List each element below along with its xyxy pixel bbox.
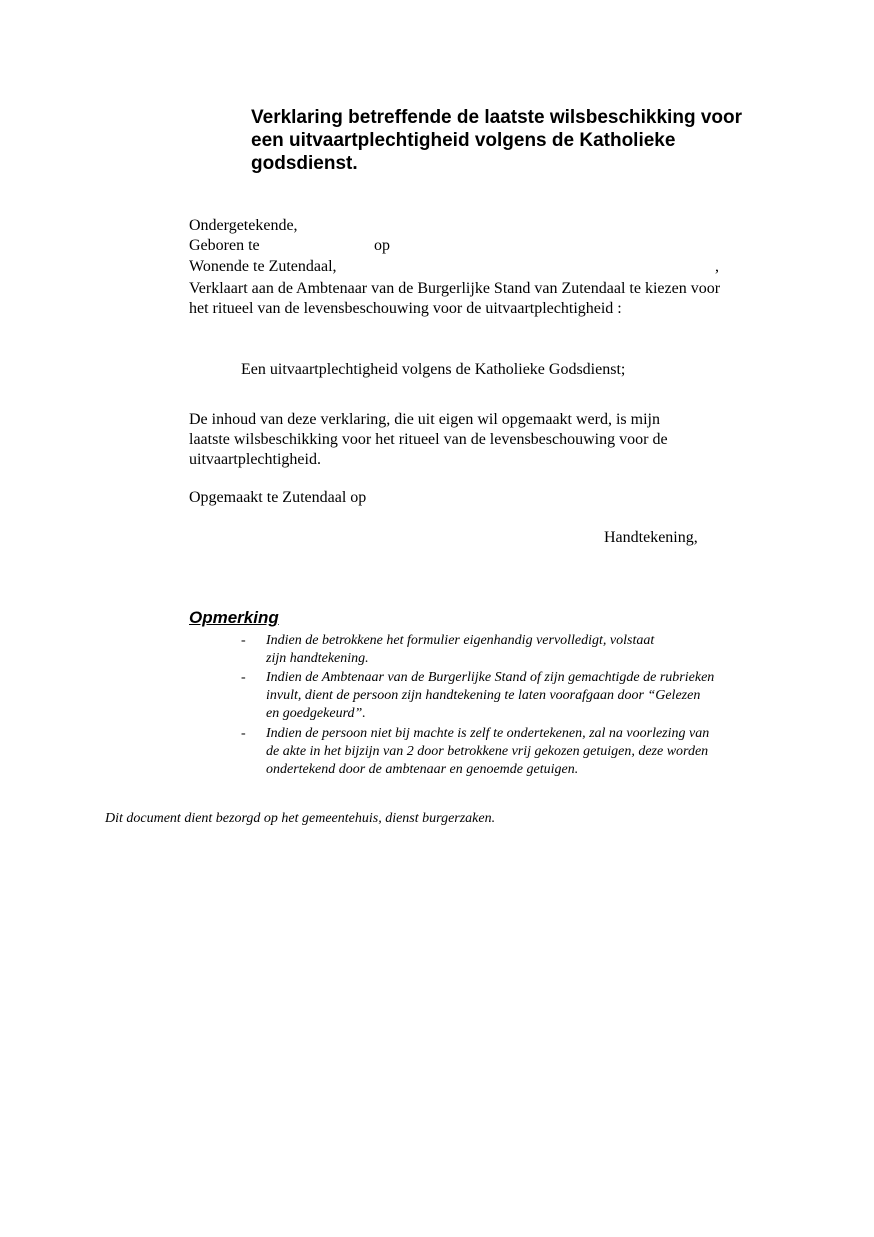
- remark-item: [266, 669, 786, 723]
- remark-item-line: de akte in het bijzijn van 2 door betrokkene vrij gekozen getuigen, deze worden: [266, 744, 709, 759]
- residence-comma: ,: [715, 258, 719, 275]
- footer-note: Dit document dient bezorgd op het gemeentehuis, dienst burgerzaken.: [105, 811, 496, 826]
- remark-item-line: zijn handtekening.: [266, 651, 369, 666]
- made-at-label: Opgemaakt te Zutendaal op: [189, 489, 367, 506]
- declaration-line: het ritueel van de levensbeschouwing voor de uitvaartplechtigheid :: [189, 300, 622, 317]
- content-line: laatste wilsbeschikking voor het ritueel van de levensbeschouwing voor de: [189, 431, 668, 448]
- remark-item-line: invult, dient de persoon zijn handtekening te laten voorafgaan door “Gelezen: [266, 688, 701, 703]
- title-line: Verklaring betreffende de laatste wilsbeschikking voor: [251, 107, 743, 128]
- declaration-text: [189, 279, 720, 319]
- title-line: een uitvaartplechtigheid volgens de Katholieke: [251, 130, 676, 151]
- content-line: De inhoud van deze verklaring, die uit eigen wil opgemaakt werd, is mijn: [189, 411, 660, 428]
- remark-dash: -: [241, 633, 246, 648]
- title-line: godsdienst.: [251, 153, 358, 174]
- birth-date-label: op: [374, 237, 390, 254]
- remark-item-line: en goedgekeurd”.: [266, 706, 366, 721]
- born-at-label: Geboren te: [189, 237, 260, 254]
- remark-item-line: ondertekend door de ambtenaar en genoemde getuigen.: [266, 762, 579, 777]
- remark-item: [266, 725, 786, 779]
- signature-label: Handtekening,: [604, 529, 698, 546]
- remark-item-line: Indien de persoon niet bij machte is zelf te ondertekenen, zal na voorlezing van: [266, 726, 710, 741]
- remark-dash: -: [241, 670, 246, 685]
- funeral-choice: Een uitvaartplechtigheid volgens de Katholieke Godsdienst;: [241, 361, 626, 378]
- remark-dash: -: [241, 726, 246, 741]
- document-title: [251, 106, 742, 175]
- remark-item: [266, 632, 786, 668]
- remark-item-line: Indien de betrokkene het formulier eigenhandig vervolledigt, volstaat: [266, 633, 655, 648]
- content-text: [189, 410, 668, 470]
- declaration-line: Verklaart aan de Ambtenaar van de Burgerlijke Stand van Zutendaal te kiezen voor: [189, 280, 721, 297]
- undersigned-label: Ondergetekende,: [189, 217, 298, 234]
- residence-label: Wonende te Zutendaal,: [189, 258, 337, 275]
- remark-item-line: Indien de Ambtenaar van de Burgerlijke Stand of zijn gemachtigde de rubrieken: [266, 670, 715, 685]
- content-line: uitvaartplechtigheid.: [189, 451, 321, 468]
- remark-heading: Opmerking: [189, 608, 279, 627]
